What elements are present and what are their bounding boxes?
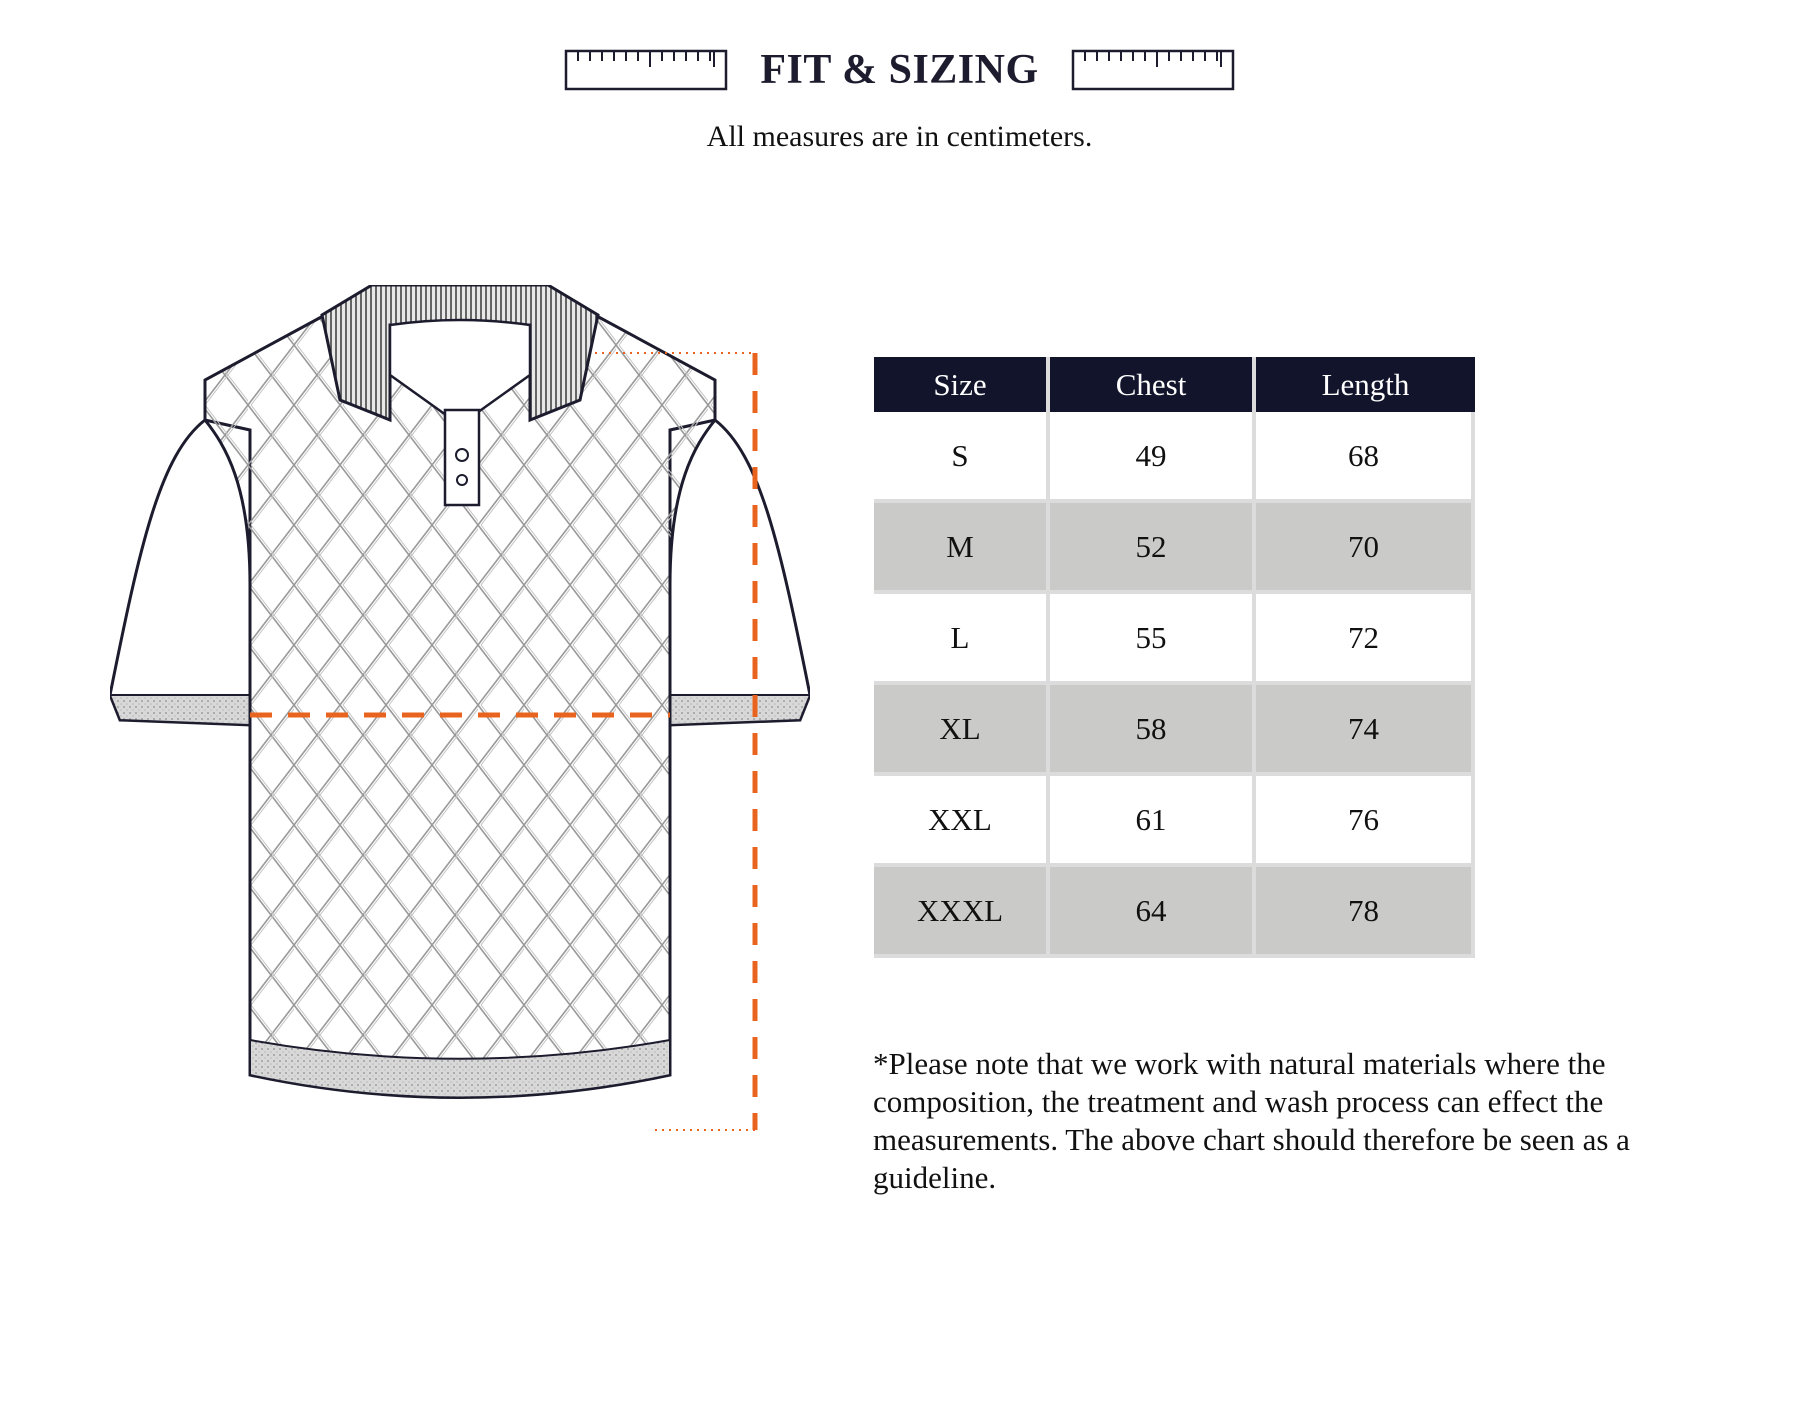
header-size: Size <box>874 357 1050 412</box>
cell-chest: 49 <box>1050 412 1256 503</box>
cell-chest: 52 <box>1050 503 1256 594</box>
cell-length: 74 <box>1256 685 1475 776</box>
cell-length: 70 <box>1256 503 1475 594</box>
table-row <box>874 776 1475 867</box>
units-subtitle: All measures are in centimeters. <box>706 120 1093 153</box>
header-chest: Chest <box>1050 357 1256 412</box>
table-row <box>874 412 1475 503</box>
cell-length: 72 <box>1256 594 1475 685</box>
ruler-icon <box>1071 49 1235 91</box>
header-length: Length <box>1256 357 1475 412</box>
cell-chest: 64 <box>1050 867 1256 958</box>
table-row <box>874 685 1475 776</box>
table-row <box>874 594 1475 685</box>
disclaimer-note: *Please note that we work with natural materials where the composition, the treatment and wash process can effect the measurements. The above chart should therefore be seen as a guideline. <box>873 1046 1630 1195</box>
table-row <box>874 867 1475 958</box>
page-title: FIT & SIZING <box>760 47 1039 93</box>
table-header-row <box>874 357 1475 412</box>
cell-length: 78 <box>1256 867 1475 958</box>
cell-chest: 55 <box>1050 594 1256 685</box>
size-chart-table <box>874 357 1475 958</box>
cell-size: XL <box>874 685 1050 776</box>
table-row <box>874 503 1475 594</box>
cell-size: M <box>874 503 1050 594</box>
cell-size: S <box>874 412 1050 503</box>
cell-size: L <box>874 594 1050 685</box>
cell-size: XXXL <box>874 867 1050 958</box>
cell-chest: 61 <box>1050 776 1256 867</box>
cell-length: 68 <box>1256 412 1475 503</box>
cell-size: XXL <box>874 776 1050 867</box>
polo-shirt-illustration <box>110 285 810 1165</box>
cell-chest: 58 <box>1050 685 1256 776</box>
cell-length: 76 <box>1256 776 1475 867</box>
ruler-icon <box>564 49 728 91</box>
page-header <box>0 46 1799 94</box>
